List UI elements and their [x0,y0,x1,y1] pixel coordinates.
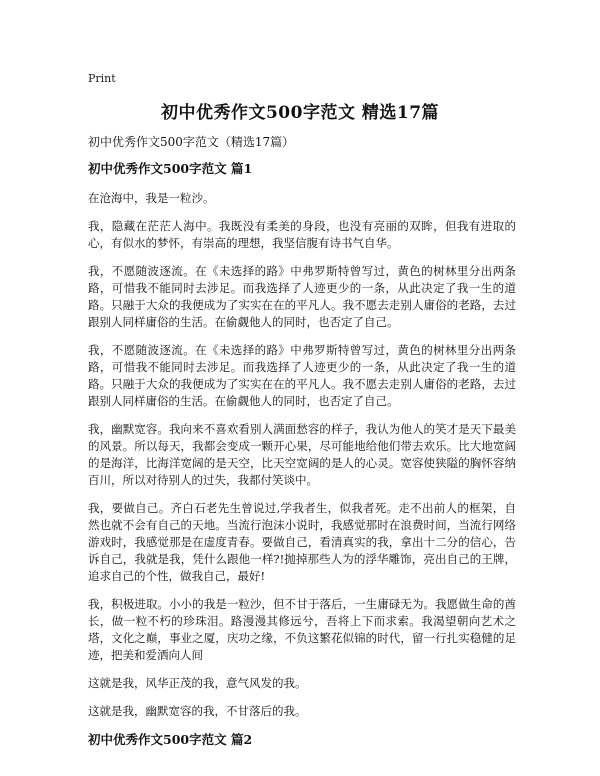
document-content [88,160,516,761]
print-label: Print [88,72,116,85]
paragraph: 我，幽默宽容。我向来不喜欢看别人满面愁容的样子，我认为他人的笑才是天下最美的风景。所以每天，我都会变成一颗开心果，尽可能地给他们带去欢乐。比大地宽阔的是海洋，比海洋宽阔的是天空，比天空宽阔的是人的心灵。宽容使狭隘的胸怀容纳百川，所以对待别人的过失，我都付笑谈中。 [88,422,516,487]
section-heading: 初中优秀作文500字范文 篇2 [88,732,253,747]
document-subtitle: 初中优秀作文500字范文（精选17篇） [88,135,295,149]
paragraph: 这就是我，幽默宽容的我，不甘落后的我。 [88,704,307,718]
paragraph: 我，不愿随波逐流。在《未选择的路》中弗罗斯特曾写过，黄色的树林里分出两条路，可惜我不能同时去涉足。而我选择了人迹更少的一条，从此决定了我一生的道路。只融于大众的我便成为了实实在在的平凡人。我不愿去走别人庸俗的老路，去过跟别人同样庸俗的生活。在偷觑他人的同时，也否定了自己。 [88,343,516,408]
document-title: 初中优秀作文500字范文 精选17篇 [160,103,440,123]
paragraph: 我，要做自己。齐白石老先生曾说过,学我者生，似我者死。走不出前人的框架，自然也就不会有自己的天地。当流行泡沫小说时，我感觉那时在浪费时间，当流行网络游戏时，我感觉那是在虚度青春。要做自己，看清真实的我，拿出十二分的信心，告诉自己，我就是我，凭什么跟他一样?!抛掉那些人为的浮华雕饰，亮出自己的王牌，追求自己的个性，做我自己，最好! [88,501,516,583]
paragraph: 这就是我，风华正茂的我，意气风发的我。 [88,676,307,690]
paragraph: 我，不愿随波逐流。在《未选择的路》中弗罗斯特曾写过，黄色的树林里分出两条路，可惜我不能同时去涉足。而我选择了人迹更少的一条，从此决定了我一生的道路。只融于大众的我便成为了实实在在的平凡人。我不愿去走别人庸俗的老路，去过跟别人同样庸俗的生活。在偷觑他人的同时，也否定了自己。 [88,264,516,329]
paragraph: 我，隐藏在茫茫人海中。我既没有柔美的身段，也没有亮丽的双眸，但我有进取的心，有似水的梦怀，有崇高的理想，我坚信腹有诗书气自华。 [88,219,516,250]
section-heading: 初中优秀作文500字范文 篇1 [88,161,253,176]
paragraph: 在沧海中，我是一粒沙。 [88,191,215,205]
paragraph: 我，积极进取。小小的我是一粒沙，但不甘于落后，一生庸碌无为。我愿做生命的酋长，做一粒不朽的珍珠泪。路漫漫其修远兮，吾将上下而求索。我渴望朝向艺术之塔，文化之巅，事业之厦，庆功之缘，不负这繁花似锦的时代，留一行扎实稳健的足迹，把美和爱洒向人间 [88,597,516,662]
